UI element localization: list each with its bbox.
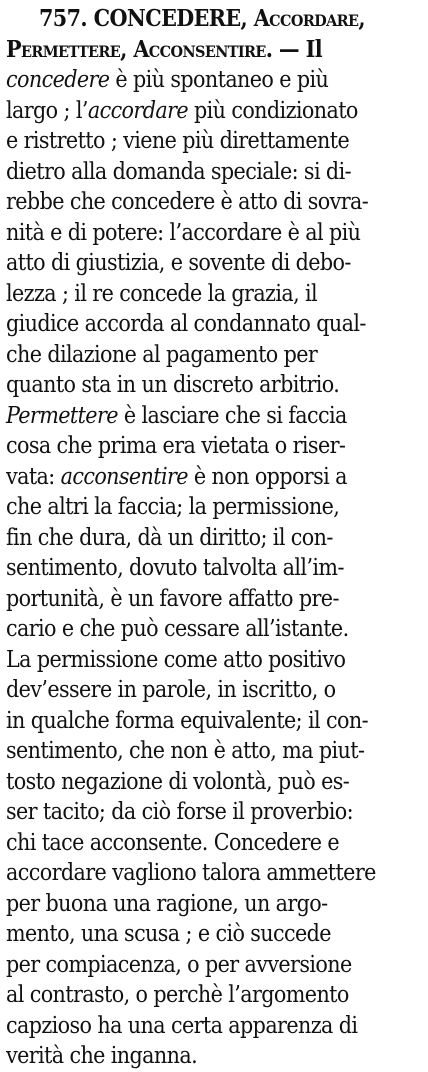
text-line [6,248,418,279]
text-segment: portunità, è un favore affatto pre- [6,585,339,612]
text-line [6,157,418,188]
text-segment: La permissione come atto positivo [6,646,346,673]
text-segment: sentimento, che non è atto, ma piut- [6,738,365,764]
text-segment: capzioso ha una certa apparenza di [6,1012,358,1039]
text-line [6,492,418,523]
text-segment: atto di giustizia, e sovente di debo- [6,250,351,276]
text-segment: in qualche forma equivalente; il con- [6,707,368,734]
text-line [6,553,418,584]
text-line [6,736,418,767]
text-segment: è lasciare che si faccia [117,402,347,429]
text-line [6,889,418,920]
text-line [6,950,418,981]
text-segment: rebbe che concedere è atto di sovra- [6,189,369,215]
text-line [6,675,418,706]
text-line [6,584,418,615]
text-line [6,1011,418,1042]
text-line [6,919,418,950]
text-line [6,4,418,35]
text-segment: che altri la faccia; la permissione, [6,494,340,520]
text-segment: sentimento, dovuto talvolta all’im- [6,555,344,581]
text-line [6,797,418,828]
text-line [6,309,418,340]
text-line [6,340,418,371]
italic-term: acconsentire [60,463,188,490]
text-line [6,65,418,96]
text-segment: per buona una ragione, un argo- [6,890,328,917]
entry-heading: 757. CONCEDERE, [39,5,254,32]
text-line [6,431,418,462]
text-line [6,279,418,310]
text-segment: nità e di potere: l’accordare è al più [6,219,361,246]
text-line [6,218,418,249]
text-segment: lezza ; il re concede la grazia, il [6,280,318,307]
text-segment: giudice accorda al condannato qual- [6,311,366,337]
text-segment: è non opporsi a [187,463,347,490]
text-line [6,767,418,798]
text-line [6,370,418,401]
text-line [6,645,418,676]
text-segment: mento, una scusa ; e ciò succede [6,921,331,947]
text-line [6,828,418,859]
text-segment: al contrasto, o perchè l’argomento [6,982,349,1008]
text-segment: cario e che può cessare all’istante. [6,616,349,642]
text-line [6,35,418,66]
text-line [6,462,418,493]
text-segment: ser tacito; da ciò forse il proverbio: [6,799,353,825]
dictionary-entry [6,4,418,1072]
text-segment: dietro alla domanda speciale: si di- [6,158,351,185]
text-line [6,1041,418,1072]
text-line [6,187,418,218]
text-line [6,706,418,737]
text-segment: largo ; l’ [6,97,88,124]
text-segment: cosa che prima era vietata o riser- [6,433,346,459]
text-segment: che dilazione al pagamento per [6,341,318,368]
entry-heading: Permettere, Acconsentire. [6,35,273,63]
text-line [6,523,418,554]
text-segment: chi tace acconsente. Concedere e [6,829,339,856]
text-segment: è più spontaneo e più [109,67,329,93]
entry-heading: Accordare, [253,5,365,32]
entry-heading: — Il [272,35,322,63]
text-segment: quanto sta in un discreto arbitrio. [6,372,340,398]
italic-term: concedere [6,67,110,93]
text-segment: e ristretto ; viene più direttamente [6,128,350,154]
text-segment: vata: [6,463,61,490]
italic-term: accordare [87,97,189,124]
text-segment: fin che dura, dà un diritto; il con- [6,524,333,551]
text-line [6,96,418,127]
italic-term: Permettere [6,402,118,429]
text-line [6,401,418,432]
text-segment: verità che inganna. [6,1043,198,1069]
text-segment: accordare vagliono talora ammettere [6,860,376,886]
text-segment: per compiacenza, o per avversione [6,951,352,978]
text-line [6,858,418,889]
text-line [6,614,418,645]
text-line [6,980,418,1011]
text-segment: più condizionato [188,97,358,124]
text-line [6,126,418,157]
text-segment: dev’essere in parole, in iscritto, o [6,677,336,703]
text-segment: tosto negazione di volontà, può es- [6,768,350,795]
